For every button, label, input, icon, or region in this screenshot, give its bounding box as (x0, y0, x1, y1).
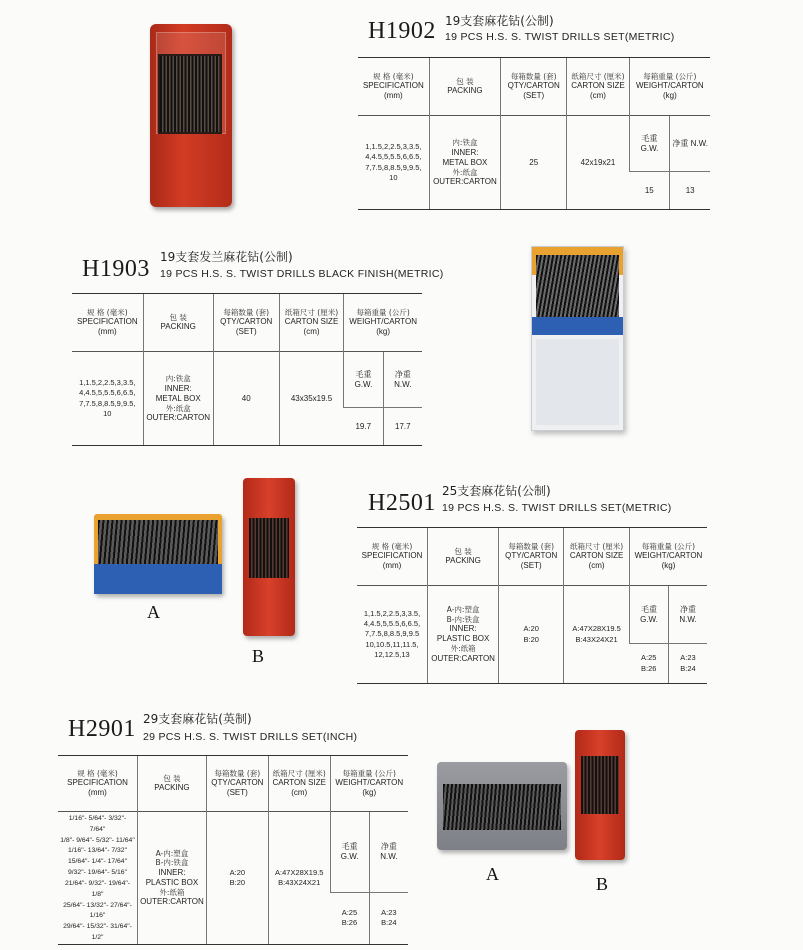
carton-header: 纸箱尺寸 (厘米) CARTON SIZE (cm) (279, 294, 344, 352)
h2901-cn-title: 29支套麻花钻(英制) (143, 712, 252, 726)
qty-value: A:20 B:20 (499, 586, 564, 684)
packing-header: 包 装 PACKING (428, 528, 499, 586)
carton-header: 纸箱尺寸 (厘米) CARTON SIZE (cm) (268, 756, 330, 812)
packing-values: A-内:塑盒 B-内:铁盒 INNER: PLASTIC BOX 外:纸箱 OUTER:CARTON (138, 812, 207, 945)
packing-values: 内:铁盒 INNER: METAL BOX 外:纸盒 OUTER:CARTON (143, 352, 213, 446)
h2501-code: H2501 (368, 490, 436, 516)
h2501-en-title: 19 PCS H.S. S. TWIST DRILLS SET(METRIC) (442, 502, 672, 514)
gw-value: A:25 B:26 (629, 644, 668, 684)
packing-header: 包 装 PACKING (429, 58, 500, 116)
qty-header: 每箱数量 (套) QTY/CARTON (SET) (499, 528, 564, 586)
h2501-photo-b (243, 478, 295, 636)
h2501-label-b: B (252, 646, 265, 666)
gw-label: 毛重 G.W. (629, 586, 668, 644)
h1902-spec-table (358, 57, 710, 210)
h1903-en-title: 19 PCS H.S. S. TWIST DRILLS BLACK FINISH(METRIC) (160, 268, 444, 280)
qty-value: 40 (213, 352, 279, 446)
h1902-en-title: 19 PCS H.S. S. TWIST DRILLS SET(METRIC) (445, 31, 675, 43)
spec-header: 规 格 (毫米) SPECIFICATION (mm) (358, 58, 429, 116)
packing-header: 包 装 PACKING (138, 756, 207, 812)
spec-values: 1,1.5,2,2.5,3,3.5, 4,4.5,5,5.5,6,6.5, 7,7.5,8,8.5,9,9.5 10,10.5,11,11.5, 12,12.5,13 (357, 586, 428, 684)
nw-value: A:23 B:24 (369, 892, 408, 944)
h2501-spec-table (357, 527, 707, 684)
carton-value: A:47X28X19.5 B:43X24X21 (564, 586, 630, 684)
h2901-code: H2901 (68, 716, 136, 742)
weight-header: 每箱重量 (公斤) WEIGHT/CARTON (kg) (344, 294, 422, 352)
nw-label: 净重 N.W. (668, 586, 707, 644)
gw-label: 毛重 G.W. (629, 116, 670, 172)
carton-value: 43x35x19.5 (279, 352, 344, 446)
spec-header: 规 格 (毫米) SPECIFICATION (mm) (72, 294, 143, 352)
spec-values: 1/16"- 5/64"- 3/32"- 7/64" 1/8"- 9/64"- 5/32"- 11/64" 1/16"- 13/64"- 7/32" 15/64"- 1/4"- 17/64" 9/32"- 19/64"- 5/16" 21/64"- 9/32"- 19/64"- 1/8" 25/64"- 13/32"- 27/64"- 1/16" 29/64"- 15/32"- 31/64"- 1/2" (58, 812, 138, 945)
weight-header: 每箱重量 (公斤) WEIGHT/CARTON (kg) (330, 756, 408, 812)
packing-values: A-内:塑盒 B-内:铁盒 INNER: PLASTIC BOX 外:纸箱 OUTER:CARTON (428, 586, 499, 684)
spec-values: 1,1.5,2,2.5,3,3.5, 4,4.5,5,5.5,6,6.5, 7,7.5,8,8.5,9,9.5, 10 (358, 116, 429, 210)
weight-header: 每箱重量 (公斤) WEIGHT/CARTON (kg) (629, 58, 710, 116)
gw-value: 15 (629, 172, 670, 210)
spec-values: 1,1.5,2,2.5,3,3.5, 4,4.5,5,5.5,6,6.5, 7,7.5,8,8.5,9,9.5, 10 (72, 352, 143, 446)
spec-header: 规 格 (毫米) SPECIFICATION (mm) (357, 528, 428, 586)
carton-header: 纸箱尺寸 (厘米) CARTON SIZE (cm) (567, 58, 629, 116)
nw-value: A:23 B:24 (668, 644, 707, 684)
h2901-photo-b (575, 730, 625, 860)
qty-header: 每箱数量 (套) QTY/CARTON (SET) (213, 294, 279, 352)
h1902-code: H1902 (368, 18, 436, 44)
h2901-label-a: A (486, 864, 499, 884)
gw-label: 毛重 G.W. (344, 352, 383, 408)
gw-value: 19.7 (344, 408, 383, 446)
h1903-spec-table (72, 293, 422, 446)
qty-header: 每箱数量 (套) QTY/CARTON (SET) (501, 58, 567, 116)
spec-header: 规 格 (毫米) SPECIFICATION (mm) (58, 756, 138, 812)
h2901-en-title: 29 PCS H.S. S. TWIST DRILLS SET(INCH) (143, 731, 358, 743)
carton-header: 纸箱尺寸 (厘米) CARTON SIZE (cm) (564, 528, 630, 586)
h1903-cn-title: 19支套发兰麻花钻(公制) (160, 250, 293, 264)
h2501-label-a: A (147, 602, 160, 622)
h1903-photo (531, 246, 624, 431)
qty-header: 每箱数量 (套) QTY/CARTON (SET) (206, 756, 268, 812)
nw-value: 13 (670, 172, 710, 210)
h2501-cn-title: 25支套麻花钻(公制) (442, 484, 551, 498)
carton-value: 42x19x21 (567, 116, 629, 210)
packing-header: 包 装 PACKING (143, 294, 213, 352)
nw-label: 净重 N.W. (369, 812, 408, 893)
nw-value: 17.7 (383, 408, 422, 446)
carton-value: A:47X28X19.5 B:43X24X21 (268, 812, 330, 945)
h1903-code: H1903 (82, 256, 150, 282)
h2501-photo-a (94, 514, 222, 594)
h2901-spec-table (58, 755, 408, 945)
h2901-photo-a (437, 762, 567, 850)
gw-value: A:25 B:26 (330, 892, 369, 944)
h1902-photo (150, 24, 232, 207)
packing-values: 内:铁盒 INNER: METAL BOX 外:纸盒 OUTER:CARTON (429, 116, 500, 210)
weight-header: 每箱重量 (公斤) WEIGHT/CARTON (kg) (629, 528, 707, 586)
nw-label: 净重 N.W. (383, 352, 422, 408)
nw-label: 净重 N.W. (670, 116, 710, 172)
qty-value: A:20 B:20 (206, 812, 268, 945)
gw-label: 毛重 G.W. (330, 812, 369, 893)
h2901-label-b: B (596, 874, 609, 894)
qty-value: 25 (501, 116, 567, 210)
h1902-cn-title: 19支套麻花钻(公制) (445, 14, 554, 28)
